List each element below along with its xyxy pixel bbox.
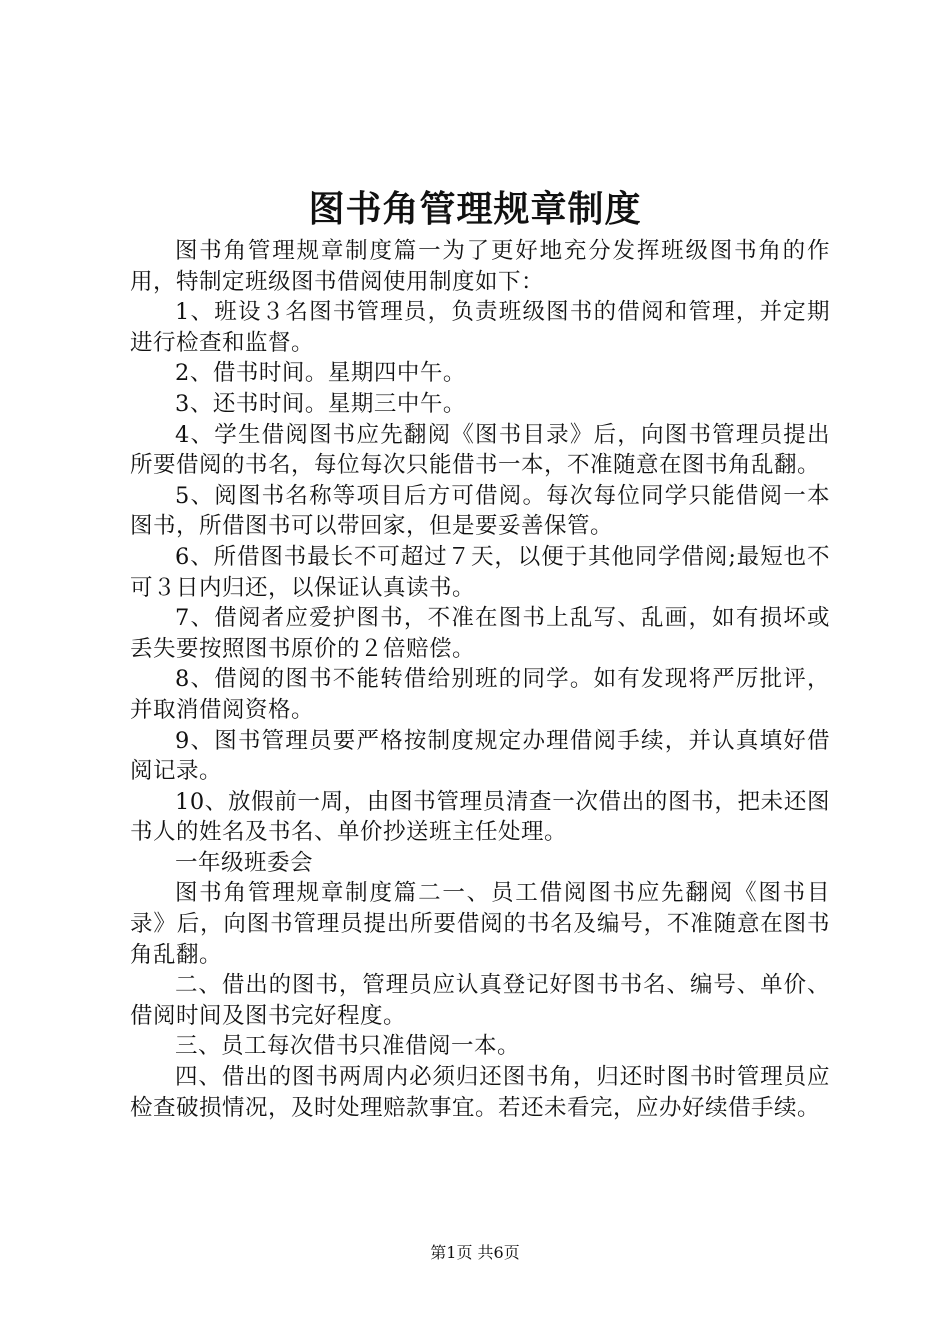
- rule-2: 2、借书时间。星期四中午。: [175, 360, 466, 387]
- rule-5: 5、阅图书名称等项目后方可借阅。每次每位同学只能借阅一本图书，所借图书可以带回家，但是要妥善保管。: [130, 482, 830, 540]
- document-body: [130, 236, 830, 1123]
- rule-part-two-3: 三、员工每次借书只准借阅一本。: [175, 1033, 521, 1060]
- rule-part-two-4: 四、借出的图书两周内必须归还图书角，归还时图书时管理员应检查破损情况，及时处理赔款事宜。若还未看完，应办好续借手续。: [130, 1064, 830, 1121]
- rule-3: 3、还书时间。星期三中午。: [175, 390, 466, 417]
- rule-7: 7、借阅者应爱护图书，不准在图书上乱写、乱画，如有损坏或丢失要按照图书原价的２倍赔偿。: [130, 605, 830, 662]
- rule-9: 9、图书管理员要严格按制度规定办理借阅手续，并认真填好借阅记录。: [130, 727, 830, 785]
- rule-8: 8、借阅的图书不能转借给别班的同学。如有发现将严厉批评，并取消借阅资格。: [130, 666, 830, 723]
- paragraph-part-two: 图书角管理规章制度篇二一、员工借阅图书应先翻阅《图书目录》后，向图书管理员提出所要借阅的书名及编号，不准随意在图书角乱翻。: [130, 880, 830, 968]
- rule-1: 1、班设３名图书管理员，负责班级图书的借阅和管理，并定期进行检查和监督。: [130, 299, 830, 356]
- page-number: 第1页 共6页: [430, 1243, 520, 1262]
- rule-4: 4、学生借阅图书应先翻阅《图书目录》后，向图书管理员提出所要借阅的书名，每位每次只能借书一本，不准随意在图书角乱翻。: [130, 421, 830, 479]
- rule-6: 6、所借图书最长不可超过７天，以便于其他同学借阅;最短也不可３日内归还，以保证认真读书。: [130, 543, 830, 601]
- rule-10: 10、放假前一周，由图书管理员清查一次借出的图书，把未还图书人的姓名及书名、单价抄送班主任处理。: [130, 788, 830, 846]
- paragraph-intro: 图书角管理规章制度篇一为了更好地充分发挥班级图书角的作用，特制定班级图书借阅使用制度如下：: [130, 238, 830, 295]
- document-title: 图书角管理规章制度: [308, 188, 642, 230]
- rule-part-two-2: 二、借出的图书，管理员应认真登记好图书书名、编号、单价、借阅时间及图书完好程度。: [130, 972, 830, 1029]
- signature-class-committee: 一年级班委会: [175, 849, 314, 876]
